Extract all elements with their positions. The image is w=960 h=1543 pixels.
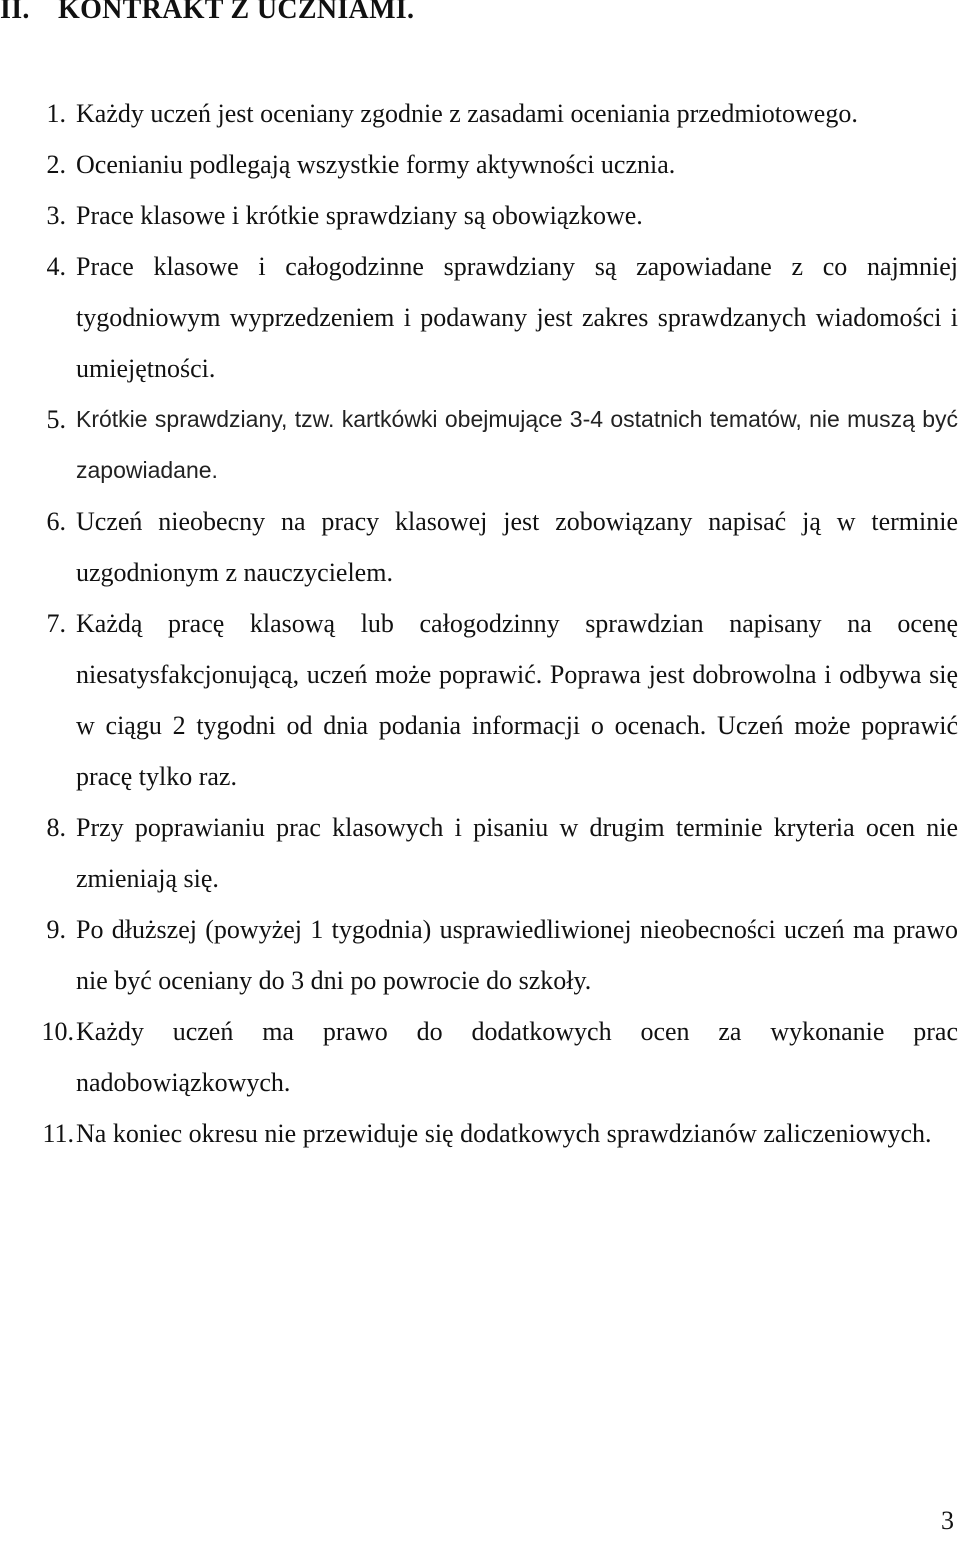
list-item	[0, 1108, 958, 1159]
item-number: 11.	[42, 1119, 74, 1148]
item-number: 7.	[46, 609, 66, 638]
item-text: Uczeń nieobecny na pracy klasowej jest zobowiązany napisać ją w terminie uzgodnionym z nauczycielem.	[76, 507, 958, 587]
contract-list	[0, 88, 958, 1159]
list-item	[0, 496, 958, 598]
list-item	[0, 394, 958, 496]
list-item	[0, 139, 958, 190]
item-number: 2.	[46, 150, 66, 179]
page-number: 3	[941, 1506, 954, 1535]
list-item	[0, 598, 958, 802]
section-title: KONTRAKT Z UCZNIAMI.	[58, 0, 415, 25]
item-number: 4.	[46, 252, 66, 281]
item-text: Każdą pracę klasową lub całogodzinny sprawdzian napisany na ocenę niesatysfakcjonującą, uczeń może poprawić. Poprawa jest dobrowolna i odbywa się w ciągu 2 tygodni od dnia podania informacji o ocenach. Uczeń może poprawić pracę tylko raz.	[76, 609, 958, 791]
section-heading	[0, 0, 414, 26]
item-text: Po dłuższej (powyżej 1 tygodnia) usprawiedliwionej nieobecności uczeń ma prawo nie być oceniany do 3 dni po powrocie do szkoły.	[76, 915, 958, 995]
list-item	[0, 190, 958, 241]
item-number: 5.	[46, 405, 66, 434]
item-text: Prace klasowe i krótkie sprawdziany są obowiązkowe.	[76, 201, 643, 230]
list-item	[0, 241, 958, 394]
item-text: Ocenianiu podlegają wszystkie formy aktywności ucznia.	[76, 150, 676, 179]
list-item	[0, 802, 958, 904]
item-text: Każdy uczeń ma prawo do dodatkowych ocen za wykonanie prac nadobowiązkowych.	[76, 1017, 958, 1097]
item-number: 3.	[46, 201, 66, 230]
list-item	[0, 904, 958, 1006]
item-number: 1.	[46, 99, 66, 128]
item-text: Każdy uczeń jest oceniany zgodnie z zasadami oceniania przedmiotowego.	[76, 99, 858, 128]
item-number: 10.	[41, 1017, 74, 1046]
item-number: 9.	[46, 915, 66, 944]
list-item	[0, 1006, 958, 1108]
item-text: Krótkie sprawdziany, tzw. kartkówki obejmujące 3-4 ostatnich tematów, nie muszą być zapowiadane.	[76, 406, 958, 483]
item-text: Przy poprawianiu prac klasowych i pisaniu w drugim terminie kryteria ocen nie zmieniają się.	[76, 813, 958, 893]
item-text: Na koniec okresu nie przewiduje się dodatkowych sprawdzianów zaliczeniowych.	[76, 1119, 932, 1148]
item-text: Prace klasowe i całogodzinne sprawdziany są zapowiadane z co najmniej tygodniowym wyprzedzeniem i podawany jest zakres sprawdzanych wiadomości i umiejętności.	[76, 252, 958, 383]
list-item	[0, 88, 958, 139]
item-number: 6.	[46, 507, 66, 536]
item-number: 8.	[46, 813, 66, 842]
section-number: II.	[0, 0, 30, 25]
